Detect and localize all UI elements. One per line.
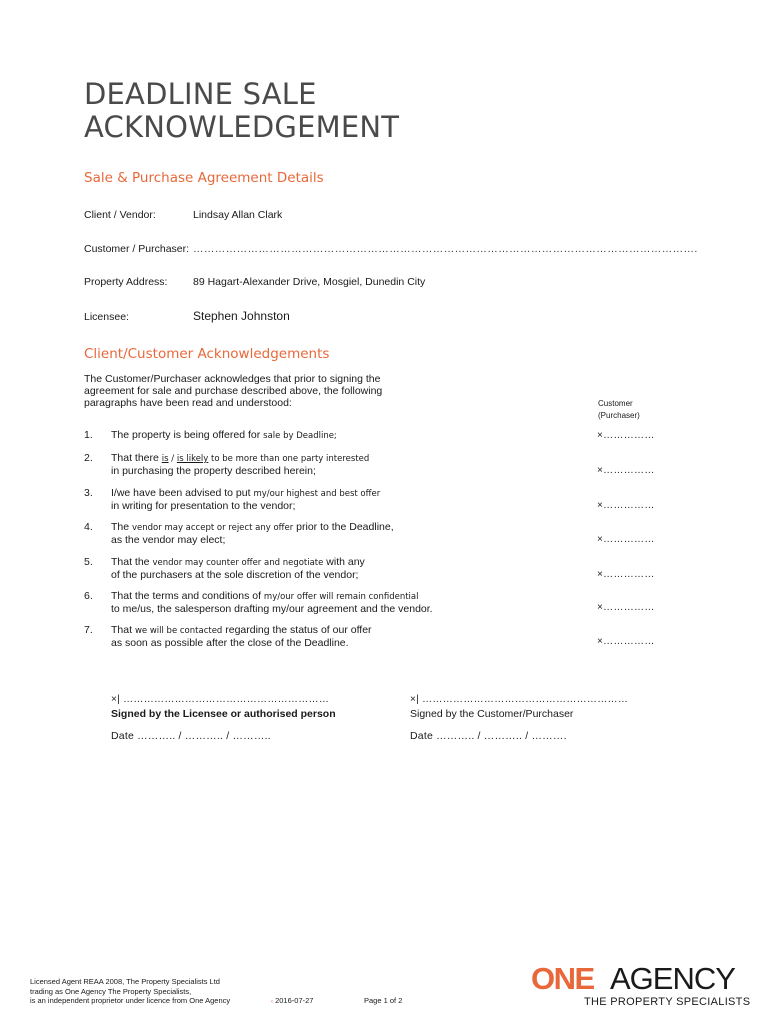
acknowledgement-item-1: The property is being offered for sale by Deadline; <box>111 429 337 441</box>
item-number: 6. <box>84 590 93 602</box>
customer-signature-field[interactable]: ×| …………………………………………………… <box>410 694 629 705</box>
client-vendor-label: Client / Vendor: <box>84 209 156 221</box>
property-address-label: Property Address: <box>84 276 168 288</box>
initial-field-4[interactable]: ×…………… <box>597 534 655 545</box>
acknowledgement-intro: The Customer/Purchaser acknowledges that prior to signing the agreement for sale and purchase described above, the following paragraphs have been read and understood: <box>84 373 383 409</box>
acknowledgement-item-5: That the vendor may counter offer and negotiate with any of the purchasers at the sole discretion of the vendor; <box>111 556 365 581</box>
initial-field-3[interactable]: ×…………… <box>597 500 655 511</box>
customer-column-heading: Customer (Purchaser) <box>598 399 640 420</box>
item-number: 5. <box>84 556 93 568</box>
one-agency-logo-one: ONE <box>531 961 594 996</box>
customer-purchaser-label: Customer / Purchaser: <box>84 243 190 255</box>
licensee-signature-field[interactable]: ×| …………………………………………………… <box>111 694 330 705</box>
one-agency-logo-agency: AGENCY <box>610 961 735 996</box>
acknowledgement-item-6: That the terms and conditions of my/our offer will remain confidential to me/us, the salesperson drafting my/our agreement and the vendor. <box>111 590 433 615</box>
initial-field-6[interactable]: ×…………… <box>597 602 655 613</box>
acknowledgement-item-4: The vendor may accept or reject any offer prior to the Deadline, as the vendor may elect; <box>111 521 394 546</box>
section-heading-acknowledgements: Client/Customer Acknowledgements <box>84 346 330 362</box>
customer-date-field[interactable]: Date ……….. / ……….. / ………. <box>410 730 567 742</box>
licensee-label: Licensee: <box>84 311 129 323</box>
customer-purchaser-field[interactable]: …………………………………………………………………………………………………………………………. <box>193 243 698 255</box>
item-number: 3. <box>84 487 93 499</box>
page-number: Page 1 of 2 <box>364 996 403 1005</box>
initial-field-1[interactable]: ×…………… <box>597 430 655 441</box>
client-vendor-value: Lindsay Allan Clark <box>193 209 283 221</box>
acknowledgement-item-7: That we will be contacted regarding the status of our offer as soon as possible after the close of the Deadline. <box>111 624 372 649</box>
footer-version: ‹ 2016-07-27 <box>271 996 314 1005</box>
item-number: 7. <box>84 624 93 636</box>
acknowledgement-item-3: I/we have been advised to put my/our highest and best offer in writing for presentation to the vendor; <box>111 487 381 512</box>
logo-tagline: THE PROPERTY SPECIALISTS <box>584 996 751 1008</box>
licensee-signature-label: Signed by the Licensee or authorised person <box>111 708 336 720</box>
initial-field-7[interactable]: ×…………… <box>597 636 655 647</box>
property-address-value: 89 Hagart-Alexander Drive, Mosgiel, Dunedin City <box>193 276 426 288</box>
item-number: 1. <box>84 429 93 441</box>
initial-field-2[interactable]: ×…………… <box>597 465 655 476</box>
page-title: DEADLINE SALE ACKNOWLEDGEMENT <box>84 77 400 144</box>
customer-signature-label: Signed by the Customer/Purchaser <box>410 708 574 720</box>
item-number: 4. <box>84 521 93 533</box>
version-marker-icon: ‹ <box>271 999 273 1005</box>
licensee-value: Stephen Johnston <box>193 309 290 323</box>
initial-field-5[interactable]: ×…………… <box>597 569 655 580</box>
licensee-date-field[interactable]: Date ……….. / ……….. / ……….. <box>111 730 271 742</box>
footer-legal-text: Licensed Agent REAA 2008, The Property Specialists Ltd trading as One Agency The Property Specialists, is an independent proprietor under licence from One Agency <box>30 977 231 1005</box>
acknowledgement-item-2: That there is / is likely to be more than one party interested in purchasing the property described herein; <box>111 452 370 477</box>
item-number: 2. <box>84 452 93 464</box>
section-heading-agreement-details: Sale & Purchase Agreement Details <box>84 170 324 186</box>
